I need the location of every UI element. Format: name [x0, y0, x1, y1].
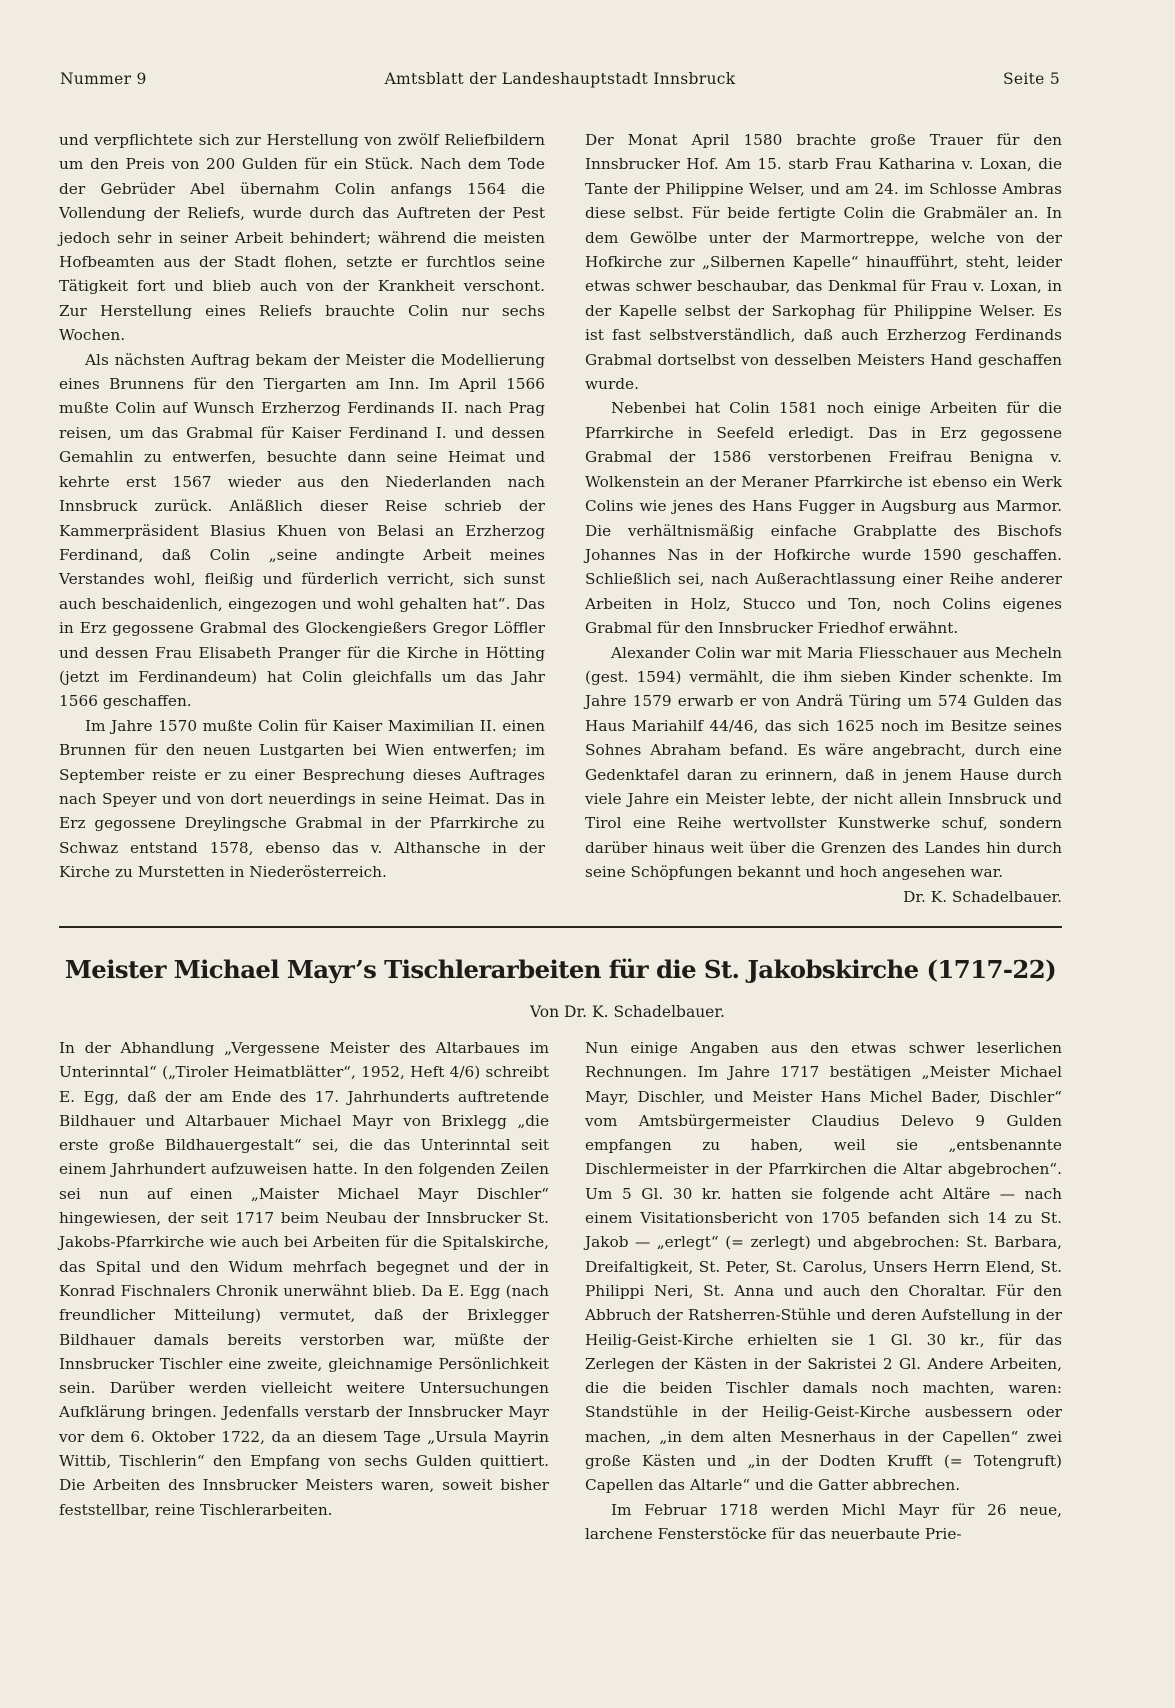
- paragraph-text: Alexander Colin war mit Maria Fliesschauer aus Mecheln (gest. 1594) vermählt, die ihm sieben Kinder schenkte. Im Jahre 1579 erwarb er von Andrä Türing um 574 Gulden das Haus Mariahilf 44/46, das sich 1625 noch im Besitze seines Sohnes Abraham befand. Es wäre angebracht, durch eine Gedenktafel daran zu erinnern, daß in jenem Hause durch viele Jahre ein Meister lebte, der nicht allein Innsbruck und Tirol eine Reihe wertvollster Kunstwerke schuf, sondern darüber hinaus weit über die Grenzen des Landes hin durch seine Schöpfungen bekannt und hoch angesehen war.: [585, 643, 1062, 882]
- article2-right-column: [585, 1036, 1062, 1546]
- paragraph: [585, 641, 1062, 906]
- article1-right-column: [585, 128, 1062, 909]
- article-title: Meister Michael Mayr’s Tischlerarbeiten für die St. Jakobskirche (1717-22): [64, 955, 1057, 984]
- byline-text: Von Dr. K. Schadelbauer.: [530, 1003, 725, 1021]
- issue-number: Nummer 9: [60, 70, 147, 88]
- article1-left-column: [59, 128, 545, 885]
- paragraph: Nun einige Angaben aus den etwas schwer leserlichen Rechnungen. Im Jahre 1717 bestätigen „Meister Michael Mayr, Dischler, und Meister Hans Michel Bader, Dischler“ vom Amtsbürgermeister Claudius Delevo 9 Gulden empfangen zu haben, weil sie „entsbenannte Dischlermeister in der Pfarrkirchen die Altar abgebrochen“. Um 5 Gl. 30 kr. hatten sie folgende acht Altäre — nach einem Visitationsbericht von 1705 befanden sich 14 zu St. Jakob — „erlegt“ (= zerlegt) und abgebrochen: St. Barbara, Dreifaltigkeit, St. Peter, St. Carolus, Unsers Herrn Elend, St. Philippi Neri, St. Anna und auch den Choraltar. Für den Abbruch der Ratsherren-Stühle und deren Aufstellung in der Heilig-Geist-Kirche erhielten sie 1 Gl. 30 kr., für das Zerlegen der Kästen in der Sakristei 2 Gl. Andere Arbeiten, die die beiden Tischler damals noch machten, waren: Standstühle in der Heilig-Geist-Kirche ausbessern oder machen, „in dem alten Mesnerhaus in der Capellen“ zwei große Kästen und „in der Dodten Krufft (= Totengruft) Capellen das Altarle“ und die Gatter abbrechen.: [585, 1039, 1062, 1495]
- article2-left-column: [59, 1036, 549, 1522]
- paragraph: Der Monat April 1580 brachte große Trauer für den Innsbrucker Hof. Am 15. starb Frau Katharina v. Loxan, die Tante der Philippine Welser, und am 24. im Schlosse Ambras diese selbst. Für beide fertigte Colin die Grabmäler an. In dem Gewölbe unter der Marmortreppe, welche von der Hofkirche zur „Silbernen Kapelle“ hinaufführt, steht, leider etwas schwer beschaubar, das Denkmal für Frau v. Loxan, in der Kapelle selbst der Sarkophag für Philippine Welser. Es ist fast selbstverständlich, daß auch Erzherzog Ferdinands Grabmal dortselbst von desselben Meisters Hand geschaffen wurde.: [585, 131, 1062, 394]
- publication-title: Amtsblatt der Landeshauptstadt Innsbruck: [384, 70, 736, 88]
- section-divider: [59, 926, 1062, 928]
- paragraph: und verpflichtete sich zur Herstellung von zwölf Reliefbildern um den Preis von 200 Gulden für ein Stück. Nach dem Tode der Gebrüder Abel übernahm Colin anfangs 1564 die Vollendung der Reliefs, wurde durch das Auftreten der Pest jedoch sehr in seiner Arbeit behindert; während die meisten Hofbeamten aus der Stadt flohen, setzte er furchtlos seine Tätigkeit fort und blieb auch von der Krankheit verschont. Zur Herstellung eines Reliefs brauchte Colin nur sechs Wochen.: [59, 131, 545, 345]
- page-header: [60, 70, 1060, 94]
- article-byline: [0, 1003, 1175, 1021]
- paragraph: Im Jahre 1570 mußte Colin für Kaiser Maximilian II. einen Brunnen für den neuen Lustgarten bei Wien entwerfen; im September reiste er zu einer Besprechung dieses Auftrages nach Speyer und von dort neuerdings in seine Heimat. Das in Erz gegossene Dreylingsche Grabmal in der Pfarrkirche zu Schwaz entstand 1578, ebenso das v. Althansche in der Kirche zu Murstetten in Niederösterreich.: [59, 716, 545, 882]
- paragraph: Nebenbei hat Colin 1581 noch einige Arbeiten für die Pfarrkirche in Seefeld erledigt. Das in Erz gegossene Grabmal der 1586 verstorbenen Freifrau Benigna v. Wolkenstein an der Meraner Pfarrkirche ist ebenso ein Werk Colins wie jenes des Hans Fugger in Augsburg aus Marmor. Die verhältnismäßig einfache Grabplatte des Bischofs Johannes Nas in der Hofkirche wurde 1590 geschaffen. Schließlich sei, nach Außerachtlassung einer Reihe anderer Arbeiten in Holz, Stucco und Ton, noch Colins eigenes Grabmal für den Innsbrucker Friedhof erwähnt.: [585, 399, 1062, 638]
- paragraph: In der Abhandlung „Vergessene Meister des Altarbaues im Unterinntal“ („Tiroler Heimatblätter“, 1952, Heft 4/6) schreibt E. Egg, daß der am Ende des 17. Jahrhunderts auftretende Bildhauer und Altarbauer Michael Mayr von Brixlegg „die erste große Bildhauergestalt“ sei, die das Unterinntal seit einem Jahrhundert aufzuweisen hatte. In den folgenden Zeilen sei nun auf einen „Maister Michael Mayr Dischler“ hingewiesen, der seit 1717 beim Neubau der Innsbrucker St. Jakobs-Pfarrkirche wie auch bei Arbeiten für die Spitalskirche, das Spital und den Widum mehrfach begegnet und der in Konrad Fischnalers Chronik unerwähnt blieb. Da E. Egg (nach freundlicher Mitteilung) vermutet, daß der Brixlegger Bildhauer damals bereits verstorben war, müßte der Innsbrucker Tischler eine zweite, gleichnamige Persönlichkeit sein. Darüber werden vielleicht weitere Untersuchungen Aufklärung bringen. Jedenfalls verstarb der Innsbrucker Mayr vor dem 6. Oktober 1722, da an diesem Tage „Ursula Mayrin Wittib, Tischlerin“ den Empfang von sechs Gulden quittiert. Die Arbeiten des Innsbrucker Meisters waren, soweit bisher feststellbar, reine Tischlerarbeiten.: [59, 1039, 549, 1519]
- page-number: Seite 5: [1002, 70, 1060, 88]
- paragraph: Als nächsten Auftrag bekam der Meister die Modellierung eines Brunnens für den Tiergarten am Inn. Im April 1566 mußte Colin auf Wunsch Erzherzog Ferdinands II. nach Prag reisen, um das Grabmal für Kaiser Ferdinand I. und dessen Gemahlin zu entwerfen, besuchte dann seine Heimat und kehrte erst 1567 wieder aus den Niederlanden nach Innsbruck zurück. Anläßlich dieser Reise schrieb der Kammerpräsident Blasius Khuen von Belasi an Erzherzog Ferdinand, daß Colin „seine andingte Arbeit meines Verstandes wohl, fleißig und fürderlich verricht, sich sunst auch beschaidenlich, eingezogen und wohl gehalten hat“. Das in Erz gegossene Grabmal des Glockengießers Gregor Löffler und dessen Frau Elisabeth Pranger für die Kirche in Hötting (jetzt im Ferdinandeum) hat Colin gleichfalls um das Jahr 1566 geschaffen.: [59, 350, 545, 711]
- paragraph: Im Februar 1718 werden Michl Mayr für 26 neue, larchene Fensterstöcke für das neuerbaute Prie-: [585, 1500, 1062, 1543]
- author-signature: Dr. K. Schadelbauer.: [903, 887, 1062, 906]
